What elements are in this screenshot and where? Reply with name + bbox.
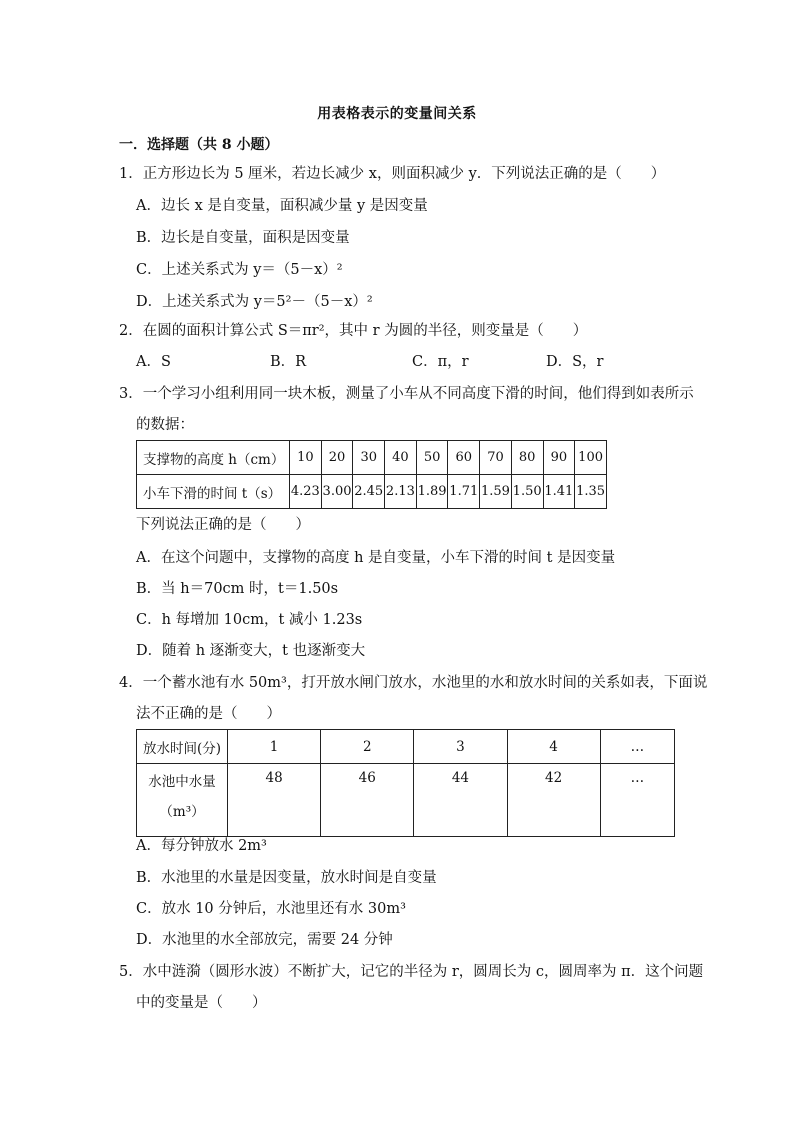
table-cell: 4.23	[290, 475, 322, 509]
table-cell: 2.45	[353, 475, 385, 509]
table-row	[137, 441, 607, 475]
question-3-option-a: A．在这个问题中，支撑物的高度 h 是自变量，小车下滑的时间 t 是因变量	[136, 550, 616, 566]
table-cell: 1.50	[511, 475, 543, 509]
table-cell: 20	[321, 441, 353, 475]
question-1-stem: 1．正方形边长为 5 厘米，若边长减少 x，则面积减少 y．下列说法正确的是（ ）	[119, 166, 666, 182]
table-cell: 1	[228, 730, 321, 764]
table-cell: 100	[575, 441, 607, 475]
table-cell: …	[600, 730, 674, 764]
table-cell: 2.13	[385, 475, 417, 509]
table-cell: 1.41	[543, 475, 575, 509]
table-row	[137, 730, 675, 764]
table-cell: 30	[353, 441, 385, 475]
table-cell: 60	[448, 441, 480, 475]
question-4-data-table	[136, 729, 675, 837]
table-cell: 3	[414, 730, 507, 764]
table-cell: 4	[507, 730, 600, 764]
question-2-option-d: D．S，r	[546, 354, 604, 370]
document-title: 用表格表示的变量间关系	[317, 106, 477, 122]
table-row	[137, 764, 675, 837]
question-5-stem-line-2: 中的变量是（ ）	[136, 995, 267, 1011]
question-3-stem-line-2: 的数据：	[136, 417, 194, 433]
table-cell: 44	[414, 764, 507, 837]
table-row-header: 支撑物的高度 h（cm）	[137, 441, 290, 475]
table-cell: 48	[228, 764, 321, 837]
question-3-option-d: D．随着 h 逐渐变大，t 也逐渐变大	[136, 643, 366, 659]
table-cell: 90	[543, 441, 575, 475]
table-row-header-line-2: （m³）	[159, 804, 205, 820]
table-cell: 70	[480, 441, 512, 475]
table-row-header: 小车下滑的时间 t（s）	[137, 475, 290, 509]
question-2-stem: 2．在圆的面积计算公式 S＝πr²，其中 r 为圆的半径，则变量是（ ）	[119, 323, 588, 339]
question-1-option-d: D．上述关系式为 y＝5²－（5－x）²	[136, 294, 373, 310]
table-row	[137, 475, 607, 509]
table-cell: 40	[385, 441, 417, 475]
question-3-option-c: C．h 每增加 10cm，t 减小 1.23s	[136, 612, 363, 628]
table-cell: 42	[507, 764, 600, 837]
question-2-option-b: B．R	[270, 354, 307, 370]
question-1-option-c: C．上述关系式为 y＝（5－x）²	[136, 262, 343, 278]
question-4-option-b: B．水池里的水量是因变量，放水时间是自变量	[136, 870, 437, 886]
question-4-option-c: C．放水 10 分钟后，水池里还有水 30m³	[136, 901, 406, 917]
question-4-option-d: D．水池里的水全部放完，需要 24 分钟	[136, 932, 393, 948]
table-cell: 46	[321, 764, 414, 837]
table-cell: 1.59	[480, 475, 512, 509]
question-3-prompt: 下列说法正确的是（ ）	[136, 517, 310, 533]
table-row-header-line-1: 水池中水量	[148, 774, 216, 790]
table-cell: 50	[416, 441, 448, 475]
question-4-stem-line-1: 4．一个蓄水池有水 50m³，打开放水闸门放水，水池里的水和放水时间的关系如表，下面说	[119, 675, 708, 691]
table-cell: 80	[511, 441, 543, 475]
question-3-option-b: B．当 h＝70cm 时，t＝1.50s	[136, 581, 339, 597]
question-3-data-table	[136, 440, 607, 509]
table-cell: 1.35	[575, 475, 607, 509]
question-4-stem-line-2: 法不正确的是（ ）	[136, 706, 281, 722]
question-1-option-b: B．边长是自变量，面积是因变量	[136, 230, 350, 246]
question-5-stem-line-1: 5．水中涟漪（圆形水波）不断扩大，记它的半径为 r，圆周长为 c，圆周率为 π．这个问题	[119, 964, 704, 980]
question-1-option-a: A．边长 x 是自变量，面积减少量 y 是因变量	[136, 198, 428, 214]
table-cell: 1.89	[416, 475, 448, 509]
table-cell: 1.71	[448, 475, 480, 509]
section-heading: 一．选择题（共 8 小题）	[119, 137, 279, 153]
question-3-stem-line-1: 3．一个学习小组利用同一块木板，测量了小车从不同高度下滑的时间，他们得到如表所示	[119, 386, 694, 402]
table-row-header	[137, 764, 228, 837]
table-cell: 2	[321, 730, 414, 764]
table-cell: 10	[290, 441, 322, 475]
question-4-option-a: A．每分钟放水 2m³	[136, 838, 267, 854]
table-row-header: 放水时间(分)	[137, 730, 228, 764]
question-2-option-c: C．π，r	[412, 354, 469, 370]
table-cell: 3.00	[321, 475, 353, 509]
table-cell: …	[600, 764, 674, 837]
question-2-option-a: A．S	[136, 354, 171, 370]
